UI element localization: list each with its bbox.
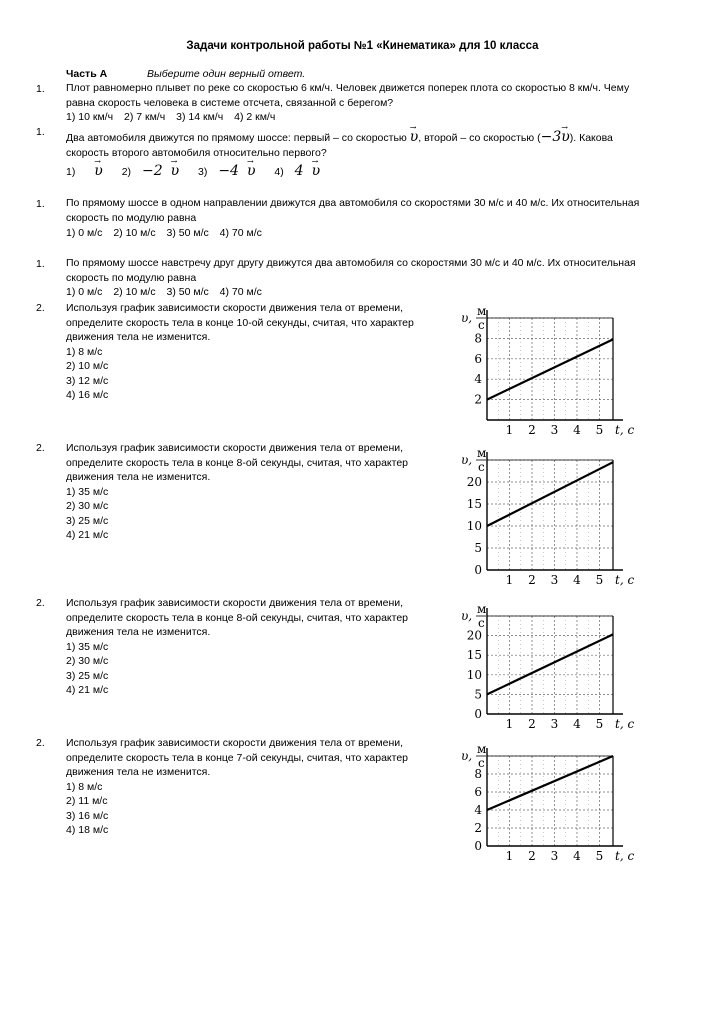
x-axis-label: t, с <box>615 573 635 587</box>
y-tick-label: 4 <box>474 372 482 387</box>
option: 3) 50 м/с <box>166 227 209 239</box>
velocity-graph-1 <box>455 300 635 442</box>
x-tick-label: 3 <box>550 717 559 731</box>
graph-question-4: Используя график зависимости скорости движения тела от времени, определите скорость тела в конце 7-ой секунды, считая, что характер движения тела не изменится. 1) 8 м/с 2) 11 м/с 3) 16 м/с 4) 18 м/с <box>66 737 409 836</box>
question-1-options <box>66 110 283 125</box>
option: 2) 7 км/ч <box>123 111 166 123</box>
option: 1) 35 м/с <box>66 485 109 498</box>
x-tick-label: 5 <box>595 423 604 437</box>
y-tick-label: 0 <box>474 563 482 577</box>
option: 4) 18 м/с <box>66 824 109 836</box>
option: 1) 0 м/с <box>66 227 103 239</box>
part-instruction: Выберите один верный ответ. <box>147 68 306 80</box>
x-tick-label: 4 <box>573 573 581 587</box>
y-tick-label: 4 <box>474 803 482 817</box>
x-tick-label: 2 <box>528 423 536 437</box>
option: 2) −2→ υ <box>122 166 187 178</box>
y-tick-label: 8 <box>474 331 482 346</box>
velocity-line <box>487 756 613 810</box>
y-axis-label: υ, <box>461 749 473 763</box>
y-tick-label: 10 <box>466 667 482 682</box>
question-number: 2. <box>36 597 45 609</box>
velocity-graph-3 <box>455 598 635 736</box>
option: 4) 4→ υ <box>274 166 328 178</box>
y-axis-unit-den: с <box>478 616 485 630</box>
option: 2) 10 м/с <box>113 227 156 239</box>
option: 4) 2 км/ч <box>234 111 276 123</box>
question-1-text: Плот равномерно плывет по реке со скоростью 6 км/ч. Человек движется поперек плота со скоростью 8 км/ч. Чему равна скорость человека в системе отсчета, связанной с берегом? <box>66 82 630 109</box>
y-axis-unit-num: м <box>477 742 487 756</box>
y-axis-unit-num: м <box>477 446 487 460</box>
velocity-graph-2 <box>455 442 635 592</box>
question-number: 2. <box>36 737 45 749</box>
y-tick-label: 10 <box>466 519 482 533</box>
page-title: Задачи контрольной работы №1 «Кинематика» для 10 класса <box>186 40 539 52</box>
option: 4) 21 м/с <box>66 529 109 541</box>
x-axis-label: t, с <box>615 423 635 437</box>
question-2-text: Два автомобиля движутся по прямому шоссе: первый – со скоростью → υ, второй – со скоростью (−3→ υ). Какова скорость второго автомобиля относительно первого? <box>66 130 613 160</box>
y-axis-label: υ, <box>461 609 473 623</box>
velocity-line <box>487 634 613 694</box>
x-tick-label: 5 <box>595 849 604 863</box>
x-tick-label: 5 <box>595 717 604 731</box>
graph-question-2: Используя график зависимости скорости движения тела от времени, определите скорость тела в конце 8-ой секунды, считая, что характер движения тела не изменится. 1) 35 м/с 2) 30 м/с 3) 25 м/с 4) 21 м/с <box>66 442 409 541</box>
option: 1) 10 км/ч <box>66 111 114 123</box>
option: 3) −4→ υ <box>198 166 263 178</box>
option: 2) 30 м/с <box>66 655 109 667</box>
option: 3) 12 м/с <box>66 374 109 387</box>
question-number: 1. <box>36 126 45 138</box>
x-axis-label: t, с <box>615 717 635 731</box>
y-tick-label: 15 <box>466 648 482 663</box>
option: 1) 35 м/с <box>66 640 109 653</box>
question-3-text: По прямому шоссе в одном направлении движутся два автомобиля со скоростями 30 м/с и 40 м/с. Их относительная скорость по модулю равна <box>66 197 640 224</box>
question-4-options <box>66 285 270 300</box>
option: 2) 10 м/с <box>113 286 156 298</box>
x-tick-label: 4 <box>573 717 581 731</box>
x-tick-label: 1 <box>505 717 514 731</box>
y-axis-unit-num: м <box>477 602 487 616</box>
part-header <box>66 68 306 80</box>
option: 3) 25 м/с <box>66 514 109 527</box>
graph-question-1: Используя график зависимости скорости движения тела от времени, определите скорость тела в конце 10-ой секунды, считая, что характер движения тела не изменится. 1) 8 м/с 2) 10 м/с 3) 12 м/с 4) 16 м/с <box>66 302 414 401</box>
y-axis-label: υ, <box>461 453 473 467</box>
question-4-text: По прямому шоссе навстречу друг другу движутся два автомобиля со скоростями 30 м/с и 40 м/с. Их относительная скорость по модулю равна <box>66 257 636 284</box>
x-tick-label: 2 <box>528 849 536 863</box>
option: 1) 0 м/с <box>66 286 103 298</box>
y-tick-label: 6 <box>474 351 482 366</box>
y-tick-label: 2 <box>474 392 482 407</box>
y-tick-label: 8 <box>474 767 482 781</box>
question-3-options <box>66 226 270 241</box>
question-2-options <box>66 164 336 180</box>
x-tick-label: 5 <box>595 573 604 587</box>
part-label: Часть А <box>66 68 108 80</box>
option: 4) 70 м/с <box>219 227 262 239</box>
option: 1) 8 м/с <box>66 345 103 358</box>
question-number: 1. <box>36 198 45 210</box>
y-tick-label: 20 <box>466 628 482 643</box>
x-tick-label: 3 <box>550 849 559 863</box>
option: 3) 14 км/ч <box>176 111 224 123</box>
y-tick-label: 0 <box>474 839 482 853</box>
y-tick-label: 5 <box>474 541 482 555</box>
x-tick-label: 1 <box>505 849 514 863</box>
x-tick-label: 4 <box>573 423 581 437</box>
question-number: 2. <box>36 302 45 314</box>
question-number: 1. <box>36 83 45 95</box>
y-tick-label: 6 <box>474 785 482 799</box>
x-axis-label: t, с <box>615 849 635 863</box>
y-axis-label: υ, <box>461 311 473 325</box>
x-tick-label: 2 <box>528 573 536 587</box>
x-tick-label: 2 <box>528 717 536 731</box>
option: 1) → υ <box>66 166 111 178</box>
option: 4) 70 м/с <box>219 286 262 298</box>
y-tick-label: 5 <box>474 687 482 702</box>
y-axis-unit-den: с <box>478 460 485 474</box>
option: 4) 21 м/с <box>66 684 109 696</box>
y-axis-unit-den: с <box>478 756 485 770</box>
y-axis-unit-den: с <box>478 318 485 332</box>
option: 1) 8 м/с <box>66 780 103 793</box>
velocity-graph-4 <box>455 738 635 868</box>
x-tick-label: 1 <box>505 423 514 437</box>
y-axis-unit-num: м <box>477 304 487 318</box>
y-tick-label: 15 <box>466 497 482 511</box>
option: 4) 16 м/с <box>66 389 109 401</box>
option: 3) 50 м/с <box>166 286 209 298</box>
option: 2) 10 м/с <box>66 360 109 372</box>
x-tick-label: 3 <box>550 423 559 437</box>
graph-question-3: Используя график зависимости скорости движения тела от времени, определите скорость тела в конце 8-ой секунды, считая, что характер движения тела не изменится. 1) 35 м/с 2) 30 м/с 3) 25 м/с 4) 21 м/с <box>66 597 409 696</box>
x-tick-label: 1 <box>505 573 514 587</box>
question-number: 1. <box>36 258 45 270</box>
y-tick-label: 2 <box>474 821 482 835</box>
option: 3) 16 м/с <box>66 809 109 822</box>
option: 2) 11 м/с <box>66 795 108 807</box>
velocity-line <box>487 462 613 526</box>
option: 2) 30 м/с <box>66 500 109 512</box>
y-tick-label: 20 <box>466 475 482 489</box>
question-number: 2. <box>36 442 45 454</box>
x-tick-label: 4 <box>573 849 581 863</box>
option: 3) 25 м/с <box>66 669 109 682</box>
velocity-line <box>487 339 613 399</box>
x-tick-label: 3 <box>550 573 559 587</box>
y-tick-label: 0 <box>474 707 482 721</box>
